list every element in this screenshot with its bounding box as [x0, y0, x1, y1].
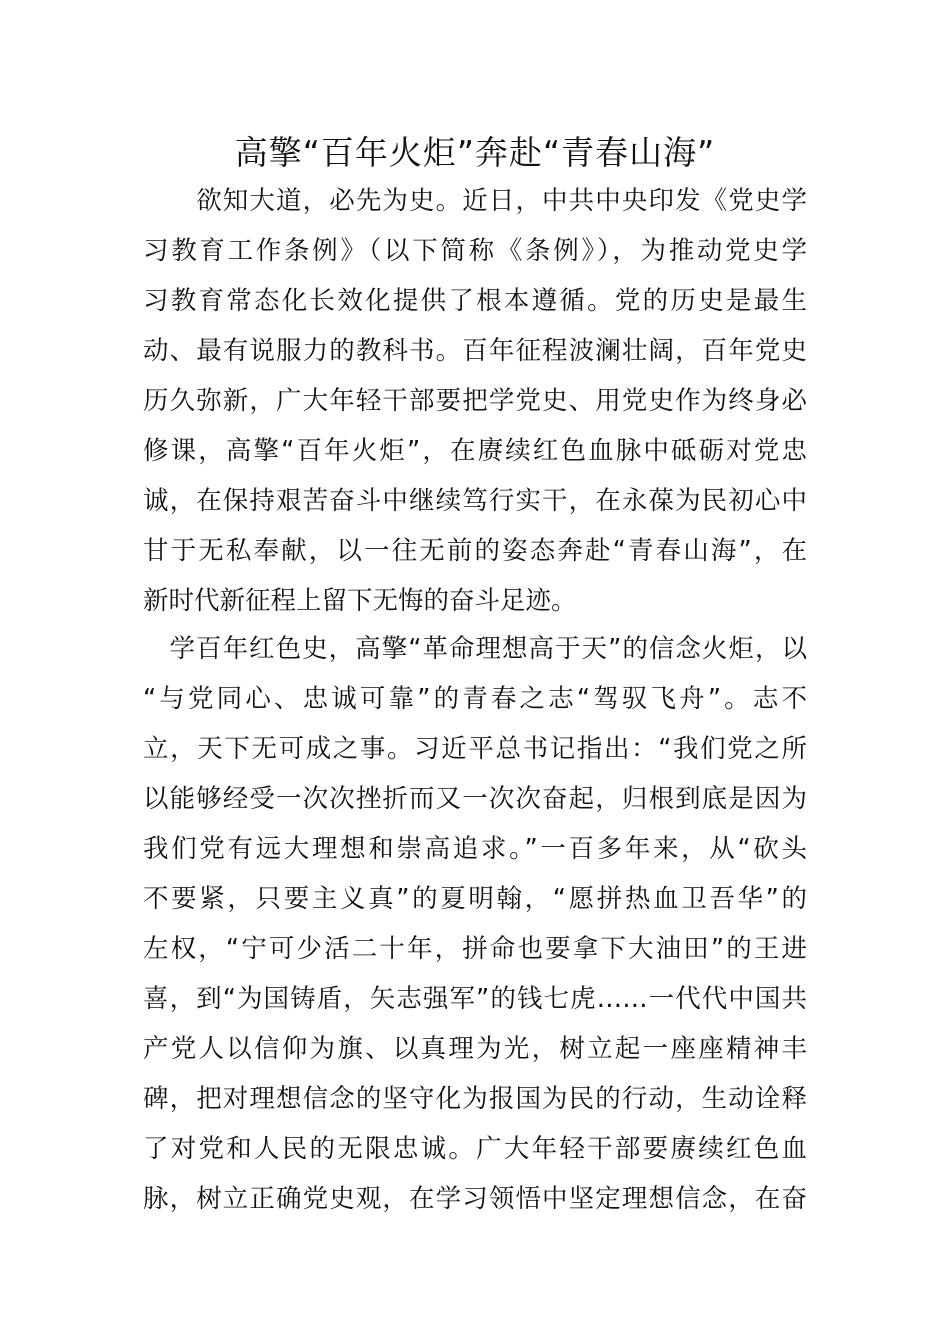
paragraph-1-line-4: 动、最有说服力的教科书。百年征程波澜壮阔，百年党史 — [143, 336, 807, 366]
paragraph-2-line-8: 喜，到“为国铸盾，矢志强军”的钱七虎……一代代中国共 — [143, 984, 807, 1014]
paragraph-2-line-1: 学百年红色史，高擎“革命理想高于天”的信念火炬，以 — [143, 634, 807, 664]
paragraph-2-line-10: 碑，把对理想信念的坚守化为报国为民的行动，生动诠释 — [143, 1084, 807, 1114]
paragraph-1-line-2: 习教育工作条例》（以下简称《条例》），为推动党史学 — [143, 236, 807, 266]
paragraph-1-line-6: 修课，高擎“百年火炬”，在赓续红色血脉中砥砺对党忠 — [143, 436, 807, 466]
paragraph-1-line-1: 欲知大道，必先为史。近日，中共中央印发《党史学 — [143, 186, 807, 216]
paragraph-2-line-11: 了对党和人民的无限忠诚。广大年轻干部要赓续红色血 — [143, 1134, 807, 1164]
paragraph-2-line-7: 左权，“宁可少活二十年，拼命也要拿下大油田”的王进 — [143, 934, 807, 964]
paragraph-2-line-2: “与党同心、忠诚可靠”的青春之志“驾驭飞舟”。志不 — [143, 684, 807, 714]
paragraph-1-line-7: 诚，在保持艰苦奋斗中继续笃行实干，在永葆为民初心中 — [143, 486, 807, 516]
paragraph-2-line-12: 脉，树立正确党史观，在学习领悟中坚定理想信念，在奋 — [143, 1184, 807, 1214]
paragraph-1-line-5: 历久弥新，广大年轻干部要把学党史、用党史作为终身必 — [143, 386, 807, 416]
document-title: 高擎“百年火炬”奔赴“青春山海” — [234, 133, 716, 172]
paragraph-2-line-6: 不要紧，只要主义真”的夏明翰，“愿拼热血卫吾华”的 — [143, 884, 807, 914]
paragraph-2-line-4: 以能够经受一次次挫折而又一次次奋起，归根到底是因为 — [143, 784, 807, 814]
paragraph-2-line-3: 立，天下无可成之事。习近平总书记指出：“我们党之所 — [143, 734, 807, 764]
paragraph-1-line-8: 甘于无私奉献，以一往无前的姿态奔赴“青春山海”，在 — [143, 536, 807, 566]
paragraph-1-line-3: 习教育常态化长效化提供了根本遵循。党的历史是最生 — [143, 286, 807, 316]
paragraph-2-line-9: 产党人以信仰为旗、以真理为光，树立起一座座精神丰 — [143, 1034, 807, 1064]
paragraph-1-line-9: 新时代新征程上留下无悔的奋斗足迹。 — [143, 586, 577, 616]
paragraph-2-line-5: 我们党有远大理想和崇高追求。”一百多年来，从“砍头 — [143, 834, 807, 864]
